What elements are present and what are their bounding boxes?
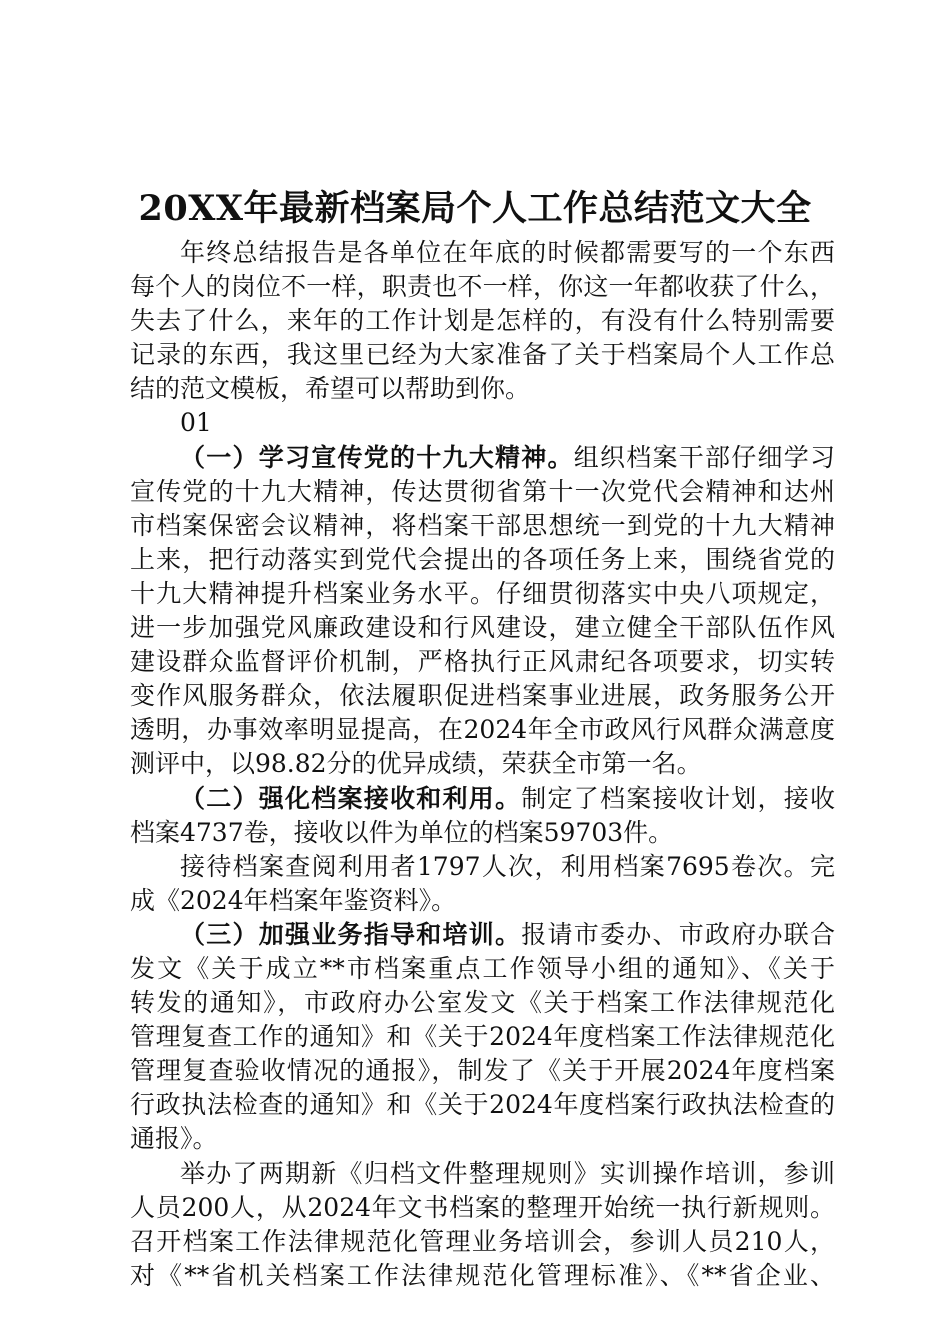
- paragraph-line: 人员200人，从2024年文书档案的整理开始统一执行新规则。: [130, 1192, 835, 1222]
- paragraph-heading: （一）学习宣传党的十九大精神。: [180, 442, 574, 472]
- paragraph-line: 建设群众监督评价机制，严格执行正风肃纪各项要求，切实转: [130, 647, 835, 677]
- paragraph-first-line: [130, 441, 835, 475]
- paragraph-line: 变作风服务群众，依法履职促进档案事业进展，政务服务公开: [130, 681, 835, 711]
- document-title: 20XX年最新档案局个人工作总结范文大全: [138, 188, 812, 229]
- paragraph-line: 进一步加强党风廉政建设和行风建设，建立健全干部队伍作风: [130, 613, 835, 643]
- paragraph-first-line: 接待档案查阅利用者1797人次，利用档案7695卷次。完: [180, 851, 835, 881]
- paragraph-line: 测评中，以98.82分的优异成绩，荣获全市第一名。: [130, 749, 702, 779]
- intro-line: 结的范文模板，希望可以帮助到你。: [130, 374, 531, 404]
- paragraph-first-line: [130, 918, 835, 952]
- paragraph-line: 透明，办事效率明显提高，在2024年全市政风行风群众满意度: [130, 715, 835, 745]
- paragraph-line: 上来，把行动落实到党代会提出的各项任务上来，围绕省党的: [130, 544, 835, 574]
- paragraph-line: 召开档案工作法律规范化管理业务培训会，参训人员210人，: [130, 1226, 835, 1256]
- paragraph-line: 十九大精神提升档案业务水平。仔细贯彻落实中央八项规定，: [130, 578, 835, 608]
- paragraph-line: 成《2024年档案年鉴资料》。: [130, 885, 457, 915]
- paragraph-line: 发文《关于成立**市档案重点工作领导小组的通知》、《关于: [130, 953, 835, 983]
- intro-line: 年终总结报告是各单位在年底的时候都需要写的一个东西: [180, 238, 835, 267]
- paragraph-line: 通报》。: [130, 1124, 218, 1154]
- paragraph-heading: （三）加强业务指导和培训。: [180, 919, 522, 949]
- paragraph-first-line: 举办了两期新《归档文件整理规则》实训操作培训，参训: [180, 1158, 835, 1188]
- paragraph-line: 管理复查验收情况的通报》，制发了《关于开展2024年度档案: [130, 1056, 835, 1086]
- paragraph-heading: （二）强化档案接收和利用。: [180, 783, 522, 813]
- paragraph-text: 组织档案干部仔细学习: [573, 442, 835, 472]
- paragraph-line: 行政执法检查的通知》和《关于2024年度档案行政执法检查的: [130, 1090, 835, 1120]
- intro-line: 每个人的岗位不一样，职责也不一样，你这一年都收获了什么，: [130, 272, 835, 302]
- document-body: [130, 236, 835, 1293]
- paragraph-line: 档案4737卷，接收以件为单位的档案59703件。: [130, 817, 674, 847]
- section-number: 01: [180, 408, 212, 438]
- intro-line: 记录的东西，我这里已经为大家准备了关于档案局个人工作总: [130, 340, 835, 370]
- intro-line: 失去了什么，来年的工作计划是怎样的，有没有什么特别需要: [130, 306, 835, 336]
- paragraph-line: 对《**省机关档案工作法律规范化管理标准》、《**省企业、: [130, 1260, 835, 1290]
- paragraph-line: 市档案保密会议精神，将档案干部思想统一到党的十九大精神: [130, 510, 835, 540]
- paragraph-first-line: [130, 782, 835, 816]
- paragraph-text: 制定了档案接收计划，接收: [521, 783, 835, 813]
- paragraph-line: 转发的通知》，市政府办公室发文《关于档案工作法律规范化: [130, 988, 835, 1018]
- paragraph-line: 管理复查工作的通知》和《关于2024年度档案工作法律规范化: [130, 1022, 835, 1052]
- paragraph-line: 宣传党的十九大精神，传达贯彻省第十一次党代会精神和达州: [130, 476, 835, 506]
- paragraph-text: 报请市委办、市政府办联合: [521, 919, 835, 949]
